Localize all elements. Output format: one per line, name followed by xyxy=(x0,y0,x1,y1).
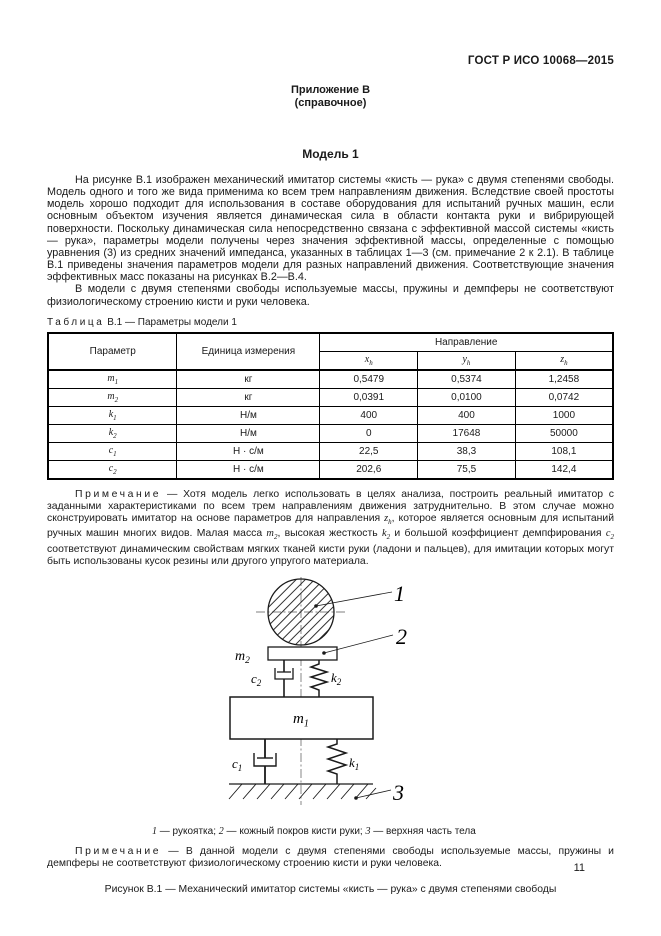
param-cell: $m_1$ xyxy=(48,370,177,389)
label-c2: $c_2$ xyxy=(251,671,262,689)
paragraph-2: В модели с двумя степенями свободы используемые массы, пружины и демпферы не соответствуют физиологическому строению кисти и руки человека. xyxy=(47,283,614,308)
table-row xyxy=(48,424,613,442)
callout-2-leader xyxy=(324,635,393,653)
mass-m2-rect xyxy=(268,647,337,660)
note-2: Примечание — В данной модели с двумя степенями свободы используемые массы, пружины и демпферы не соответствуют физиологическому строению кисти и руки человека. xyxy=(47,846,614,870)
table-caption-label: Таблица xyxy=(47,316,105,328)
col-header-direction: Направление xyxy=(320,333,613,352)
table-row xyxy=(48,388,613,406)
page-number: 11 xyxy=(573,862,585,874)
label-k2: $k_2$ xyxy=(331,670,342,688)
callout-1-dot xyxy=(314,604,318,608)
value-cell: 142,4 xyxy=(515,460,613,479)
axis-header-zh: $z_h$ xyxy=(515,351,613,370)
param-cell: $m_2$ xyxy=(48,388,177,406)
value-cell: 0 xyxy=(320,424,418,442)
value-cell: 0,0391 xyxy=(320,388,418,406)
label-c1: $c_1$ xyxy=(232,756,243,774)
callout-3: 3 xyxy=(393,780,404,806)
table-caption-text: В.1 — Параметры модели 1 xyxy=(104,316,237,328)
figure-caption: Рисунок В.1 — Механический имитатор системы «кисть — рука» с двумя степенями свободы xyxy=(104,883,557,895)
label-m1: $m_1$ xyxy=(293,711,309,730)
callout-2: 2 xyxy=(396,624,407,650)
doc-number: ГОСТ Р ИСО 10068—2015 xyxy=(467,55,614,67)
damper-c1 xyxy=(254,739,276,784)
value-cell: 1,2458 xyxy=(515,370,613,389)
value-cell: 38,3 xyxy=(418,442,516,460)
value-cell: 0,0100 xyxy=(418,388,516,406)
value-cell: 400 xyxy=(418,406,516,424)
handle-ball xyxy=(268,579,334,645)
value-cell: 108,1 xyxy=(515,442,613,460)
spring-k2 xyxy=(311,660,327,697)
table-caption xyxy=(47,317,614,328)
param-cell: $k_1$ xyxy=(48,406,177,424)
annex-title: Приложение В xyxy=(290,84,371,96)
note-1-label: Примечание xyxy=(75,488,162,500)
value-cell: 0,0742 xyxy=(515,388,613,406)
paragraph-1: На рисунке В.1 изображен механический имитатор системы «кисть — рука» с двумя степенями свободы. Модель одного и того же вида применима ко всем трем направлениям движения. Вследствие своей простоты модель хорошо подходит для использования в составе оборудования для испытаний ручных машин, если основным объектом изучения является динамическая сила в области контакта руки и вибрирующей поверхности. Поскольку динамическая сила непосредственно связана с эффективной массой системы «кисть — рука», параметры модели получены через значения эффективной массы, определенные с помощью уравнения (3) из средних значений импеданса, указанных в таблицах 1—3 (см. примечание 2 к 2.1). В таблице В.1 приведены значения параметров модели для разных направлений движения. Соответствующие значения эффективных масс показаны на рисунках В.2—В.4. xyxy=(47,174,614,284)
axis-header-xh: $x_h$ xyxy=(320,351,418,370)
unit-cell: Н/м xyxy=(177,424,320,442)
parameters-table xyxy=(47,332,614,480)
damper-c2 xyxy=(275,660,293,697)
value-cell: 0,5479 xyxy=(320,370,418,389)
param-cell: $c_1$ xyxy=(48,442,177,460)
table-row xyxy=(48,460,613,479)
col-header-unit: Единица измерения xyxy=(177,333,320,370)
axis-header-yh: $y_h$ xyxy=(418,351,516,370)
table-row xyxy=(48,442,613,460)
value-cell: 75,5 xyxy=(418,460,516,479)
unit-cell: Н/м xyxy=(177,406,320,424)
spring-k1 xyxy=(328,739,346,784)
value-cell: 22,5 xyxy=(320,442,418,460)
unit-cell: Н · с/м xyxy=(177,460,320,479)
unit-cell: кг xyxy=(177,388,320,406)
value-cell: 50000 xyxy=(515,424,613,442)
col-header-parameter: Параметр xyxy=(48,333,177,370)
value-cell: 1000 xyxy=(515,406,613,424)
callout-3-dot xyxy=(354,796,358,800)
annex-subtitle: (справочное) xyxy=(294,97,367,109)
callout-1: 1 xyxy=(394,581,405,607)
figure-b1 xyxy=(47,572,614,824)
param-cell: $c_2$ xyxy=(48,460,177,479)
unit-cell: кг xyxy=(177,370,320,389)
label-m2: $m_2$ xyxy=(235,649,250,667)
value-cell: 0,5374 xyxy=(418,370,516,389)
note-2-label: Примечание xyxy=(75,846,162,858)
unit-cell: Н · с/м xyxy=(177,442,320,460)
value-cell: 17648 xyxy=(418,424,516,442)
callout-2-dot xyxy=(322,651,326,655)
param-cell: $k_2$ xyxy=(48,424,177,442)
ground-hatch xyxy=(229,784,376,799)
section-title: Модель 1 xyxy=(302,147,359,161)
table-row xyxy=(48,370,613,389)
value-cell: 400 xyxy=(320,406,418,424)
value-cell: 202,6 xyxy=(320,460,418,479)
note-1: Примечание — Хотя модель легко использовать в целях анализа, построить реальный имитатор с заданными характеристиками по всем трем направлениям движения затруднительно. В этом случае можно сконструировать имитатор на основе параметров для направления $z_h$, которое является основным для испытаний ручных машин многих видов. Малая масса $m_2$, высокая жесткость $k_2$ и большой коэффициент демпфирования $c_2$ соответствуют динамическим свойствам мягких тканей кисти руки (ладони и пальцев), для имитации которых могут быть использованы кусок резины или другого упругого материала. xyxy=(47,488,614,567)
label-k1: $k_1$ xyxy=(349,755,360,773)
hand-arm-simulator-diagram xyxy=(220,572,452,820)
diagram-key: 1 — рукоятка; 2 — кожный покров кисти руки; 3 — верхняя часть тела xyxy=(152,826,476,838)
table-row xyxy=(48,406,613,424)
